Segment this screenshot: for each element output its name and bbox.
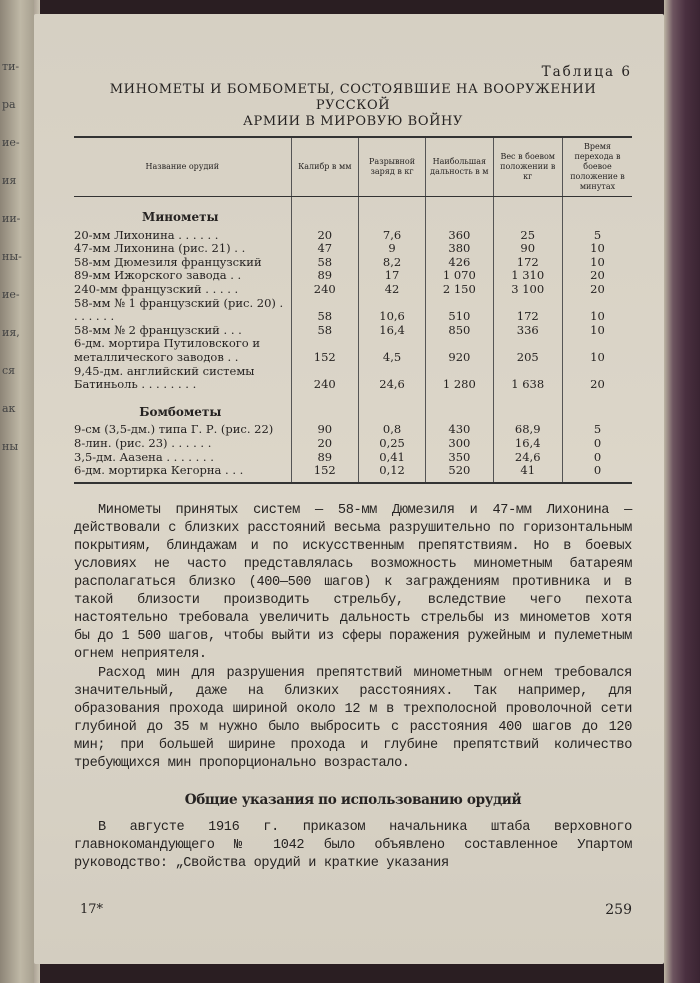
- value-cell-c4: 68,9: [493, 423, 562, 437]
- value-cell-c3: 380: [426, 242, 493, 256]
- header-time: Время перехода в боевое положение в минутах: [562, 137, 632, 197]
- weapon-name: 47-мм Лихонина (рис. 21) . .: [74, 241, 246, 256]
- value-cell-c3: 1 070: [426, 269, 493, 283]
- table-number: Таблица 6: [541, 64, 632, 80]
- table-title: [74, 82, 632, 130]
- margin-fragment: ие-: [2, 136, 20, 149]
- weapon-name: 3,5-дм. Аазена . . . . . . .: [74, 449, 214, 464]
- table-body: [74, 197, 632, 483]
- value-cell-c4: 41: [493, 464, 562, 483]
- paragraph-3: В августе 1916 г. приказом начальника штаба верховного главнокомандующего № 1042 было объявлено составленное Упартом руководство: „Свойства орудий и краткие указания: [74, 820, 632, 872]
- value-cell-c3: 350: [426, 451, 493, 465]
- weapon-name: 240-мм французский . . . . .: [74, 281, 239, 296]
- value-cell-c1: 20: [291, 229, 358, 243]
- category-row: [74, 197, 632, 229]
- empty-cell: [426, 392, 493, 424]
- weapon-name: 58-мм № 2 французский . . .: [74, 322, 242, 337]
- value-cell-c5: 20: [562, 283, 632, 297]
- table-row: [74, 297, 632, 324]
- signature-mark: 17*: [80, 902, 104, 917]
- table-row: [74, 337, 632, 364]
- value-cell-c1: 20: [291, 437, 358, 451]
- category-title: Минометы: [142, 210, 219, 224]
- value-cell-c5: 20: [562, 365, 632, 392]
- table-title-line-1: МИНОМЕТЫ И БОМБОМЕТЫ, СОСТОЯВШИЕ НА ВООРУЖЕНИИ РУССКОЙ: [109, 82, 597, 113]
- weapon-name: 20-мм Лихонина . . . . . .: [74, 227, 219, 242]
- weapon-name: 58-мм Дюмезиля французский: [74, 254, 262, 269]
- value-cell-c2: 0,41: [358, 451, 425, 465]
- value-cell-c5: 5: [562, 229, 632, 243]
- value-cell-c3: 426: [426, 256, 493, 270]
- value-cell-c2: 0,25: [358, 437, 425, 451]
- weapon-name: 9,45-дм. английский системы Батиньоль . . . . . . . .: [74, 363, 255, 392]
- weapon-name: 6-дм. мортирка Кегорна . . .: [74, 464, 291, 483]
- table-row: [74, 451, 632, 465]
- empty-cell: [358, 392, 425, 424]
- value-cell-c5: 10: [562, 242, 632, 256]
- margin-fragment: ие-: [2, 288, 20, 301]
- empty-cell: [493, 392, 562, 424]
- value-cell-c4: 205: [493, 337, 562, 364]
- value-cell-c2: 0,12: [358, 464, 425, 483]
- section-heading: Общие указания по использованию орудий: [184, 792, 522, 809]
- value-cell-c2: 9: [358, 242, 425, 256]
- empty-cell: [358, 197, 425, 229]
- table-row: [74, 365, 632, 392]
- weapon-name: 6-дм. мортира Путиловского и металлического заводов . .: [74, 336, 261, 364]
- margin-fragment: ии-: [2, 212, 21, 225]
- table-row: [74, 242, 632, 256]
- value-cell-c1: 58: [291, 256, 358, 270]
- table-row: [74, 423, 632, 437]
- page-content: [74, 64, 632, 873]
- value-cell-c1: 152: [291, 337, 358, 364]
- value-cell-c3: 300: [426, 437, 493, 451]
- margin-fragment: ны-: [2, 250, 22, 263]
- book-cover-right: [664, 0, 700, 983]
- value-cell-c4: 172: [493, 256, 562, 270]
- value-cell-c4: 16,4: [493, 437, 562, 451]
- header-name: Название орудий: [74, 137, 291, 197]
- empty-cell: [562, 197, 632, 229]
- value-cell-c3: 520: [426, 464, 493, 483]
- value-cell-c3: 510: [426, 297, 493, 324]
- value-cell-c4: 24,6: [493, 451, 562, 465]
- value-cell-c4: 1 638: [493, 365, 562, 392]
- table-row: [74, 256, 632, 270]
- value-cell-c2: 24,6: [358, 365, 425, 392]
- value-cell-c3: 360: [426, 229, 493, 243]
- margin-fragment: ия,: [2, 326, 20, 339]
- value-cell-c4: 90: [493, 242, 562, 256]
- weapon-name: 9-см (3,5-дм.) типа Г. Р. (рис. 22): [74, 422, 274, 437]
- weapon-name: 89-мм Ижорского завода . .: [74, 268, 242, 283]
- value-cell-c2: 0,8: [358, 423, 425, 437]
- page-footer: [74, 902, 632, 922]
- paragraph-1: Минометы принятых систем — 58-мм Дюмезиля и 47-мм Лихонина — действовали с близких расстояний весьма разрушительно по горизонтальным покрытиям, блиндажам и по искусственным препятствиям. Но в боевых условиях не часто представлялась возможность минометным батареям располагаться близко (400—500 шагов) к заграждениям противника и в такой близости производить стрельбу, вследствие чего пехота настоятельно требовала увеличить дальность стрельбы из минометов хотя бы до 1 500 шагов, чтобы выйти из сферы поражения ружейным и пулеметным огнем неприятеля.: [74, 502, 632, 663]
- value-cell-c1: 152: [291, 464, 358, 483]
- value-cell-c5: 0: [562, 451, 632, 465]
- value-cell-c5: 10: [562, 297, 632, 324]
- value-cell-c5: 10: [562, 256, 632, 270]
- value-cell-c4: 3 100: [493, 283, 562, 297]
- value-cell-c1: 58: [291, 324, 358, 338]
- value-cell-c4: 336: [493, 324, 562, 338]
- value-cell-c3: 1 280: [426, 365, 493, 392]
- value-cell-c1: 89: [291, 269, 358, 283]
- header-caliber: Калибр в мм: [291, 137, 358, 197]
- table-row: [74, 324, 632, 338]
- page-number: 259: [605, 902, 632, 918]
- margin-fragment: ия: [2, 174, 17, 187]
- value-cell-c5: 5: [562, 423, 632, 437]
- value-cell-c1: 240: [291, 365, 358, 392]
- value-cell-c4: 172: [493, 297, 562, 324]
- value-cell-c1: 90: [291, 423, 358, 437]
- table-row: [74, 229, 632, 243]
- empty-cell: [493, 197, 562, 229]
- value-cell-c3: 920: [426, 337, 493, 364]
- value-cell-c2: 16,4: [358, 324, 425, 338]
- empty-cell: [562, 392, 632, 424]
- value-cell-c3: 850: [426, 324, 493, 338]
- weapon-name: 8-лин. (рис. 23) . . . . . .: [74, 435, 212, 450]
- value-cell-c2: 17: [358, 269, 425, 283]
- value-cell-c2: 7,6: [358, 229, 425, 243]
- header-charge: Разрывной заряд в кг: [358, 137, 425, 197]
- weapons-table: [74, 136, 632, 484]
- value-cell-c1: 47: [291, 242, 358, 256]
- margin-fragment: ти-: [2, 60, 20, 73]
- header-weight: Вес в боевом положении в кг: [493, 137, 562, 197]
- table-title-line-2: АРМИИ В МИРОВУЮ ВОЙНУ: [243, 114, 463, 129]
- value-cell-c1: 89: [291, 451, 358, 465]
- value-cell-c5: 0: [562, 437, 632, 451]
- table-row: [74, 464, 632, 483]
- value-cell-c2: 8,2: [358, 256, 425, 270]
- book-page: [34, 14, 664, 964]
- value-cell-c5: 10: [562, 324, 632, 338]
- previous-page-edge: [0, 0, 34, 983]
- table-row: [74, 437, 632, 451]
- table-row: [74, 269, 632, 283]
- value-cell-c3: 430: [426, 423, 493, 437]
- value-cell-c5: 10: [562, 337, 632, 364]
- value-cell-c5: 0: [562, 464, 632, 483]
- paragraph-2: Расход мин для разрушения препятствий минометным огнем требовался значительный, даже на близких расстояниях. Так например, для образования прохода шириной около 12 м в трехполосной проволочной сети глубиной до 35 м нужно было выбросить с расстояния 400 шагов до 120 мин; при большей ширине прохода и глубине препятствий количество требующихся мин пропорционально возрастало.: [74, 665, 632, 771]
- margin-fragment: ны: [2, 440, 19, 453]
- empty-cell: [291, 392, 358, 424]
- margin-fragment: ра: [2, 98, 16, 111]
- value-cell-c1: 58: [291, 297, 358, 324]
- weapon-name: 58-мм № 1 французский (рис. 20) . . . . . . .: [74, 295, 284, 324]
- margin-fragment: ся: [2, 364, 16, 377]
- value-cell-c2: 4,5: [358, 337, 425, 364]
- category-title: Бомбометы: [139, 404, 222, 419]
- table-header-row: [74, 137, 632, 197]
- value-cell-c4: 1 310: [493, 269, 562, 283]
- header-range: Наибольшая дальность в м: [426, 137, 493, 197]
- margin-fragment: ак: [2, 402, 16, 415]
- empty-cell: [426, 197, 493, 229]
- value-cell-c1: 240: [291, 283, 358, 297]
- empty-cell: [291, 197, 358, 229]
- category-row: [74, 392, 632, 424]
- table-row: [74, 283, 632, 297]
- value-cell-c3: 2 150: [426, 283, 493, 297]
- value-cell-c4: 25: [493, 229, 562, 243]
- value-cell-c2: 42: [358, 283, 425, 297]
- value-cell-c5: 20: [562, 269, 632, 283]
- body-text: [74, 502, 632, 874]
- value-cell-c2: 10,6: [358, 297, 425, 324]
